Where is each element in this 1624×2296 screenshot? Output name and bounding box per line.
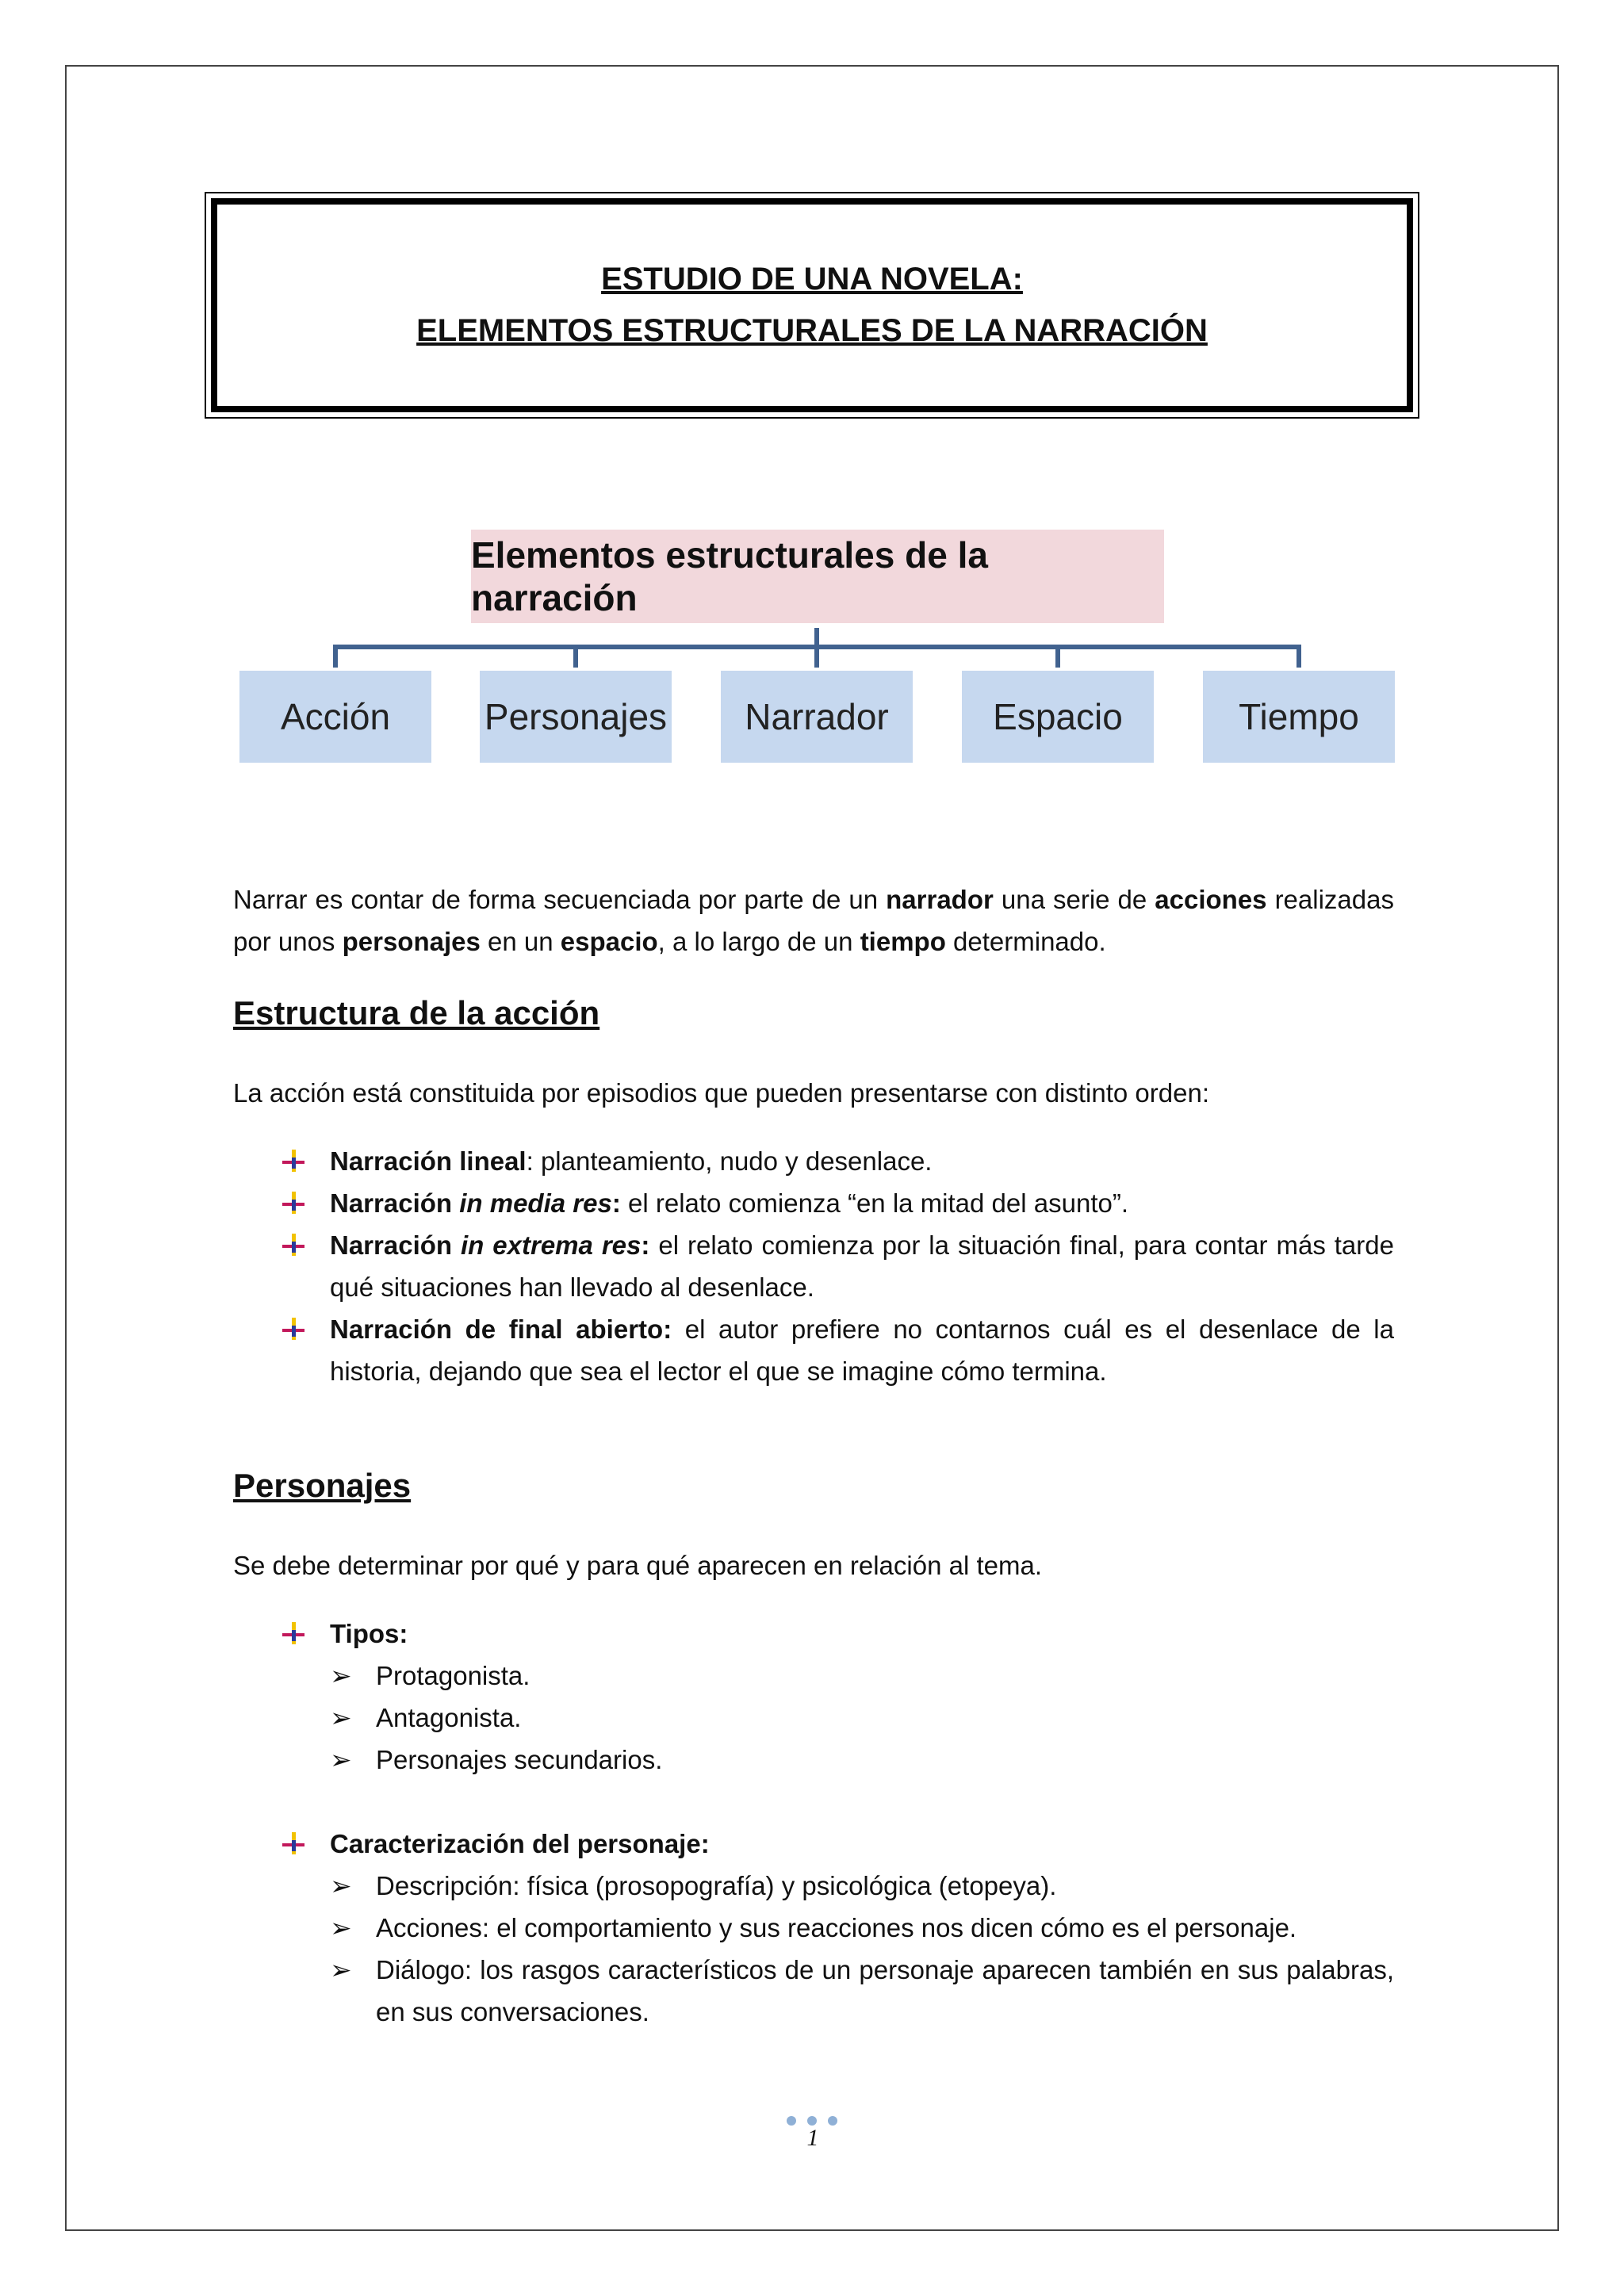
page-number: 1 [806, 2125, 819, 2151]
sub-list-item: ➢ Descripción: física (prosopografía) y psicológica (etopeya). [327, 1865, 1394, 1907]
colored-cross-bullet-icon [282, 1622, 304, 1644]
title-line-2: ELEMENTOS ESTRUCTURALES DE LA NARRACIÓN [416, 313, 1208, 348]
diagram-node-narrador: Narrador [721, 671, 913, 763]
sub-list-item: ➢ Personajes secundarios. [327, 1739, 1394, 1781]
section-heading-accion: Estructura de la acción [233, 994, 600, 1031]
diagram-node-personajes: Personajes [480, 671, 672, 763]
colored-cross-bullet-icon [282, 1832, 304, 1854]
arrowhead-bullet-icon: ➢ [330, 1745, 352, 1774]
list-item: Narración de final abierto: el autor prefiere no contarnos cuál es el desenlace de la historia, dejando que sea el lector el que se imagine cómo termina. [233, 1308, 1394, 1392]
list-item: Caracterización del personaje: [233, 1823, 1394, 1865]
intro-paragraph: Narrar es contar de forma secuenciada por parte de un narrador una serie de acciones realizadas por unos personajes en un espacio, a lo largo de un tiempo determinado. [233, 885, 1394, 956]
diagram-node-tiempo: Tiempo [1203, 671, 1395, 763]
arrowhead-bullet-icon: ➢ [330, 1955, 352, 1984]
sub-list-item: ➢ Protagonista. [327, 1655, 1394, 1697]
colored-cross-bullet-icon [282, 1234, 304, 1256]
list-item: Narración in extrema res: el relato comienza por la situación final, para contar más tarde qué situaciones han llevado al desenlace. [233, 1224, 1394, 1308]
arrowhead-bullet-icon: ➢ [330, 1661, 352, 1690]
section-intro-accion: La acción está constituida por episodios que pueden presentarse con distinto orden: [233, 1078, 1209, 1108]
arrowhead-bullet-icon: ➢ [330, 1913, 352, 1942]
sub-list-item: ➢ Acciones: el comportamiento y sus reacciones nos dicen cómo es el personaje. [327, 1907, 1394, 1949]
title-box [205, 192, 1419, 419]
colored-cross-bullet-icon [282, 1192, 304, 1214]
list-item: Narración lineal: planteamiento, nudo y desenlace. [233, 1140, 1394, 1182]
list-item: Tipos: [233, 1613, 1394, 1655]
arrowhead-bullet-icon: ➢ [330, 1871, 352, 1900]
title-frame [211, 198, 1413, 412]
sub-list-item: ➢ Diálogo: los rasgos característicos de un personaje aparecen también en sus palabras, en sus conversaciones. [327, 1949, 1394, 2033]
diagram-node-accion: Acción [239, 671, 431, 763]
diagram-node-espacio: Espacio [962, 671, 1154, 763]
colored-cross-bullet-icon [282, 1150, 304, 1172]
sub-list-item: ➢ Antagonista. [327, 1697, 1394, 1739]
arrowhead-bullet-icon: ➢ [330, 1703, 352, 1732]
title-line-1: ESTUDIO DE UNA NOVELA: [601, 262, 1023, 297]
list-item: Narración in media res: el relato comienza “en la mitad del asunto”. [233, 1182, 1394, 1224]
section-intro-personajes: Se debe determinar por qué y para qué aparecen en relación al tema. [233, 1551, 1042, 1580]
colored-cross-bullet-icon [282, 1318, 304, 1340]
section-heading-personajes: Personajes [233, 1467, 412, 1504]
diagram-root-node: Elementos estructurales de la narración [471, 530, 1164, 623]
